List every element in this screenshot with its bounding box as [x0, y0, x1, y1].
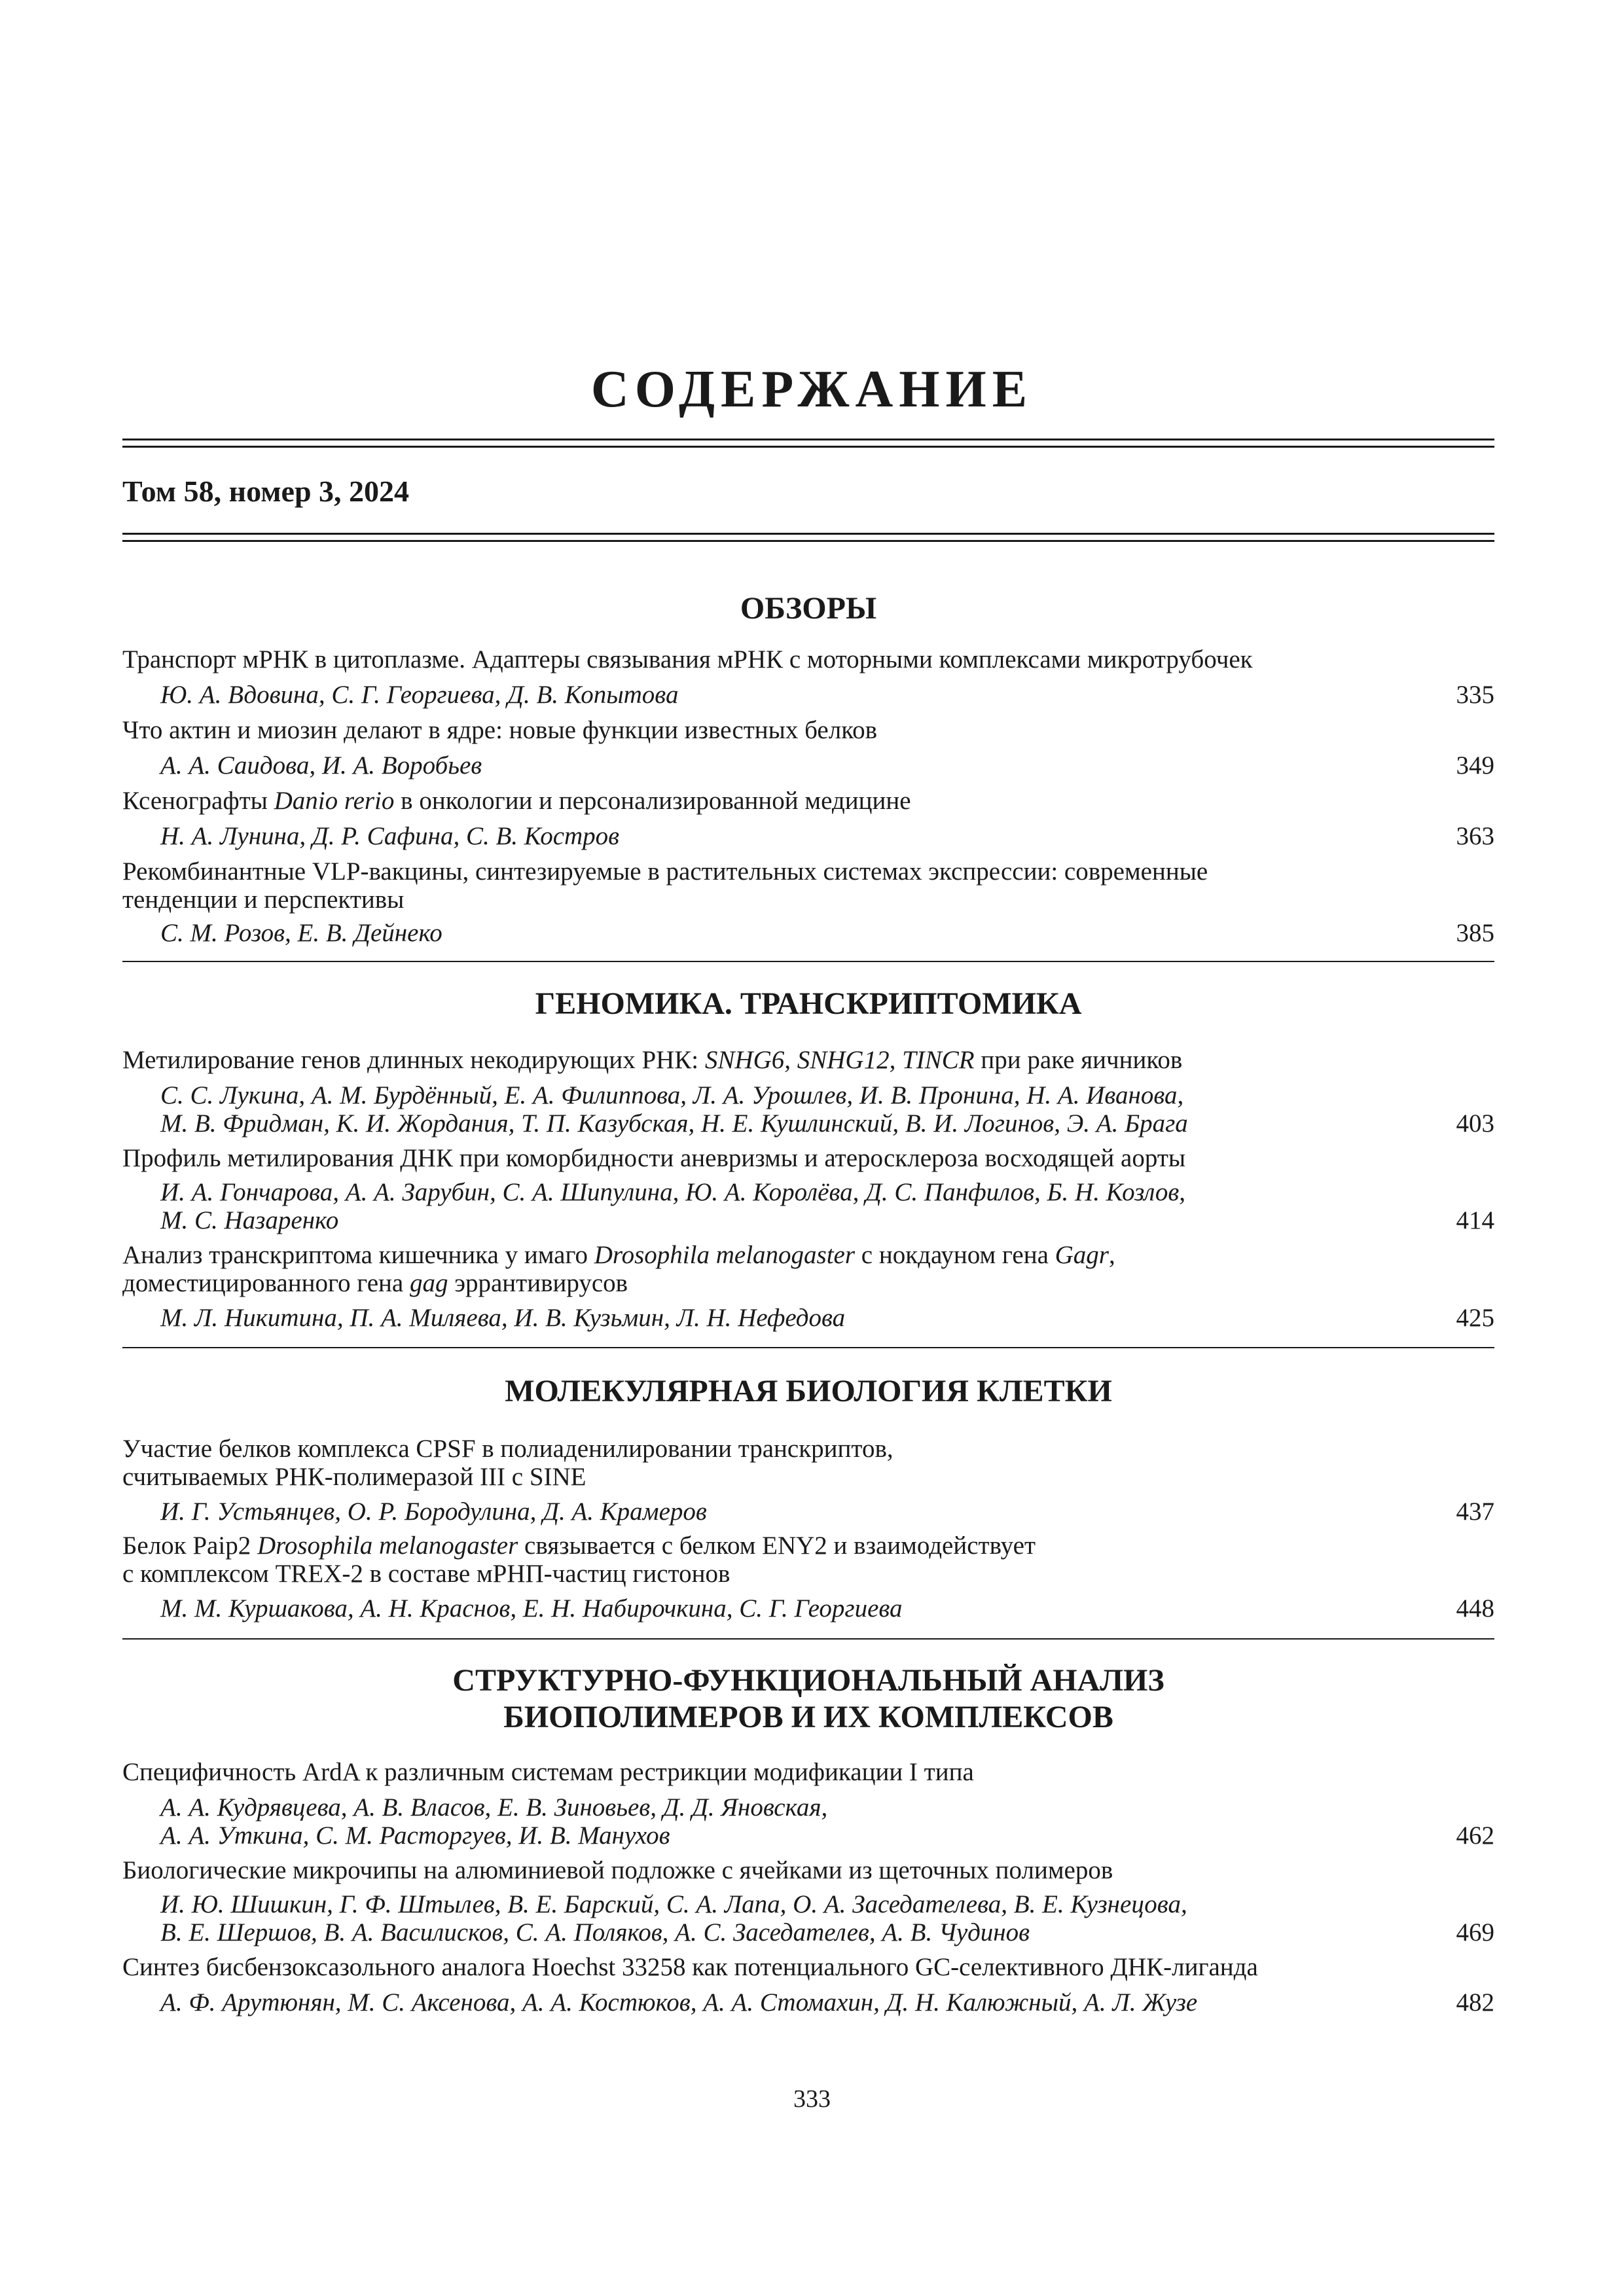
entry-authors: И. Ю. Шишкин, Г. Ф. Штылев, В. Е. Барский, С. А. Лапа, О. А. Заседателева, В. Е. Кузнецова, В. Е. Шершов, В. А. Василисков, С. А. Поляков, А. С. Заседателев, А. В. Чудинов: [160, 1890, 1187, 1946]
entry-title: Биологические микрочипы на алюминиевой подложке с ячейками из щеточных полимеров: [122, 1856, 1113, 1884]
entry-title: Ксенографты Danio rerio в онкологии и персонализированной медицине: [122, 787, 911, 815]
page-title: СОДЕРЖАНИЕ: [590, 361, 1034, 418]
gene-name: Gagr: [1055, 1241, 1109, 1269]
section-divider: [122, 961, 1494, 962]
page-number: 333: [793, 2085, 831, 2113]
entry-page-number: 414: [1456, 1206, 1494, 1234]
gene-name: gag: [409, 1269, 448, 1297]
entry-authors: Н. А. Лунина, Д. Р. Сафина, С. В. Костров: [160, 822, 620, 850]
entry-page-number: 335: [1456, 681, 1494, 709]
section-divider: [122, 1638, 1494, 1640]
entry-page-number: 403: [1456, 1109, 1494, 1138]
species-name: Drosophila melanogaster: [594, 1241, 856, 1269]
entry-title: Метилирование генов длинных некодирующих РНК: SNHG6, SNHG12, TINCR при раке яичников: [122, 1046, 1183, 1074]
section-divider: [122, 1347, 1494, 1348]
volume-rule-lower: [122, 540, 1494, 542]
section-heading-structural-analysis: СТРУКТУРНО-ФУНКЦИОНАЛЬНЫЙ АНАЛИЗ БИОПОЛИМЕРОВ И ИХ КОМПЛЕКСОВ: [452, 1663, 1164, 1734]
species-name: Danio rerio: [274, 787, 395, 815]
section-heading-genomics: ГЕНОМИКА. ТРАНСКРИПТОМИКА: [535, 986, 1082, 1021]
entry-page-number: 425: [1456, 1304, 1494, 1332]
entry-page-number: 469: [1456, 1918, 1494, 1946]
entry-title: Анализ транскриптома кишечника у имаго Drosophila melanogaster с нокдауном гена Gagr, доместицированного гена gag эррантивирусов: [122, 1241, 1115, 1297]
volume-rule-upper: [122, 533, 1494, 535]
entry-page-number: 349: [1456, 751, 1494, 780]
entry-title: Синтез бисбензоксазольного аналога Hoechst 33258 как потенциального GC-селективного ДНК-лиганда: [122, 1953, 1258, 1981]
entry-authors: Ю. А. Вдовина, С. Г. Георгиева, Д. В. Копытова: [160, 681, 679, 709]
entry-title: Профиль метилирования ДНК при коморбидности аневризмы и атеросклероза восходящей аорты: [122, 1144, 1186, 1172]
title-rule-upper: [122, 439, 1494, 440]
entry-page-number: 462: [1456, 1821, 1494, 1850]
entry-page-number: 482: [1456, 1988, 1494, 2017]
entry-authors: М. М. Куршакова, А. Н. Краснов, Е. Н. Набирочкина, С. Г. Георгиева: [160, 1594, 903, 1623]
entry-authors: А. А. Кудрявцева, А. В. Власов, Е. В. Зиновьев, Д. Д. Яновская, А. А. Уткина, С. М. Расторгуев, И. В. Манухов: [160, 1793, 828, 1850]
entry-title: Специфичность ArdA к различным системам рестрикции модификации I типа: [122, 1758, 974, 1786]
entry-authors: С. М. Розов, Е. В. Дейнеко: [160, 919, 442, 947]
entry-title: Что актин и миозин делают в ядре: новые функции известных белков: [122, 716, 878, 744]
species-name: Drosophila melanogaster: [257, 1532, 518, 1560]
gene-names: SNHG6, SNHG12, TINCR: [704, 1046, 975, 1074]
section-heading-cell-biology: МОЛЕКУЛЯРНАЯ БИОЛОГИЯ КЛЕТКИ: [505, 1374, 1112, 1408]
entry-page-number: 385: [1456, 919, 1494, 947]
entry-title: Транспорт мРНК в цитоплазме. Адаптеры связывания мРНК с моторными комплексами микротрубочек: [122, 645, 1253, 673]
entry-authors: А. Ф. Арутюнян, М. С. Аксенова, А. А. Костюков, А. А. Стомахин, Д. Н. Калюжный, А. Л. Жузе: [160, 1988, 1198, 2017]
entry-page-number: 437: [1456, 1498, 1494, 1526]
entry-page-number: 448: [1456, 1594, 1494, 1623]
entry-page-number: 363: [1456, 822, 1494, 850]
entry-authors: С. С. Лукина, А. М. Бурдённый, Е. А. Филиппова, Л. А. Урошлев, И. В. Пронина, Н. А. Иванова, М. В. Фридман, К. И. Жордания, Т. П. Казубская, Н. Е. Кушлинский, В. И. Логинов, Э. А. Брага: [160, 1081, 1188, 1138]
entry-title: Рекомбинантные VLP-вакцины, синтезируемые в растительных системах экспрессии: современные тенденции и перспективы: [122, 857, 1208, 914]
entry-authors: А. А. Саидова, И. А. Воробьев: [160, 751, 482, 780]
volume-issue: Том 58, номер 3, 2024: [122, 475, 410, 508]
entry-title: Белок Paip2 Drosophila melanogaster связывается с белком ENY2 и взаимодействует с комплексом TREX-2 в составе мРНП-частиц гистонов: [122, 1532, 1036, 1588]
entry-authors: И. Г. Устьянцев, О. Р. Бородулина, Д. А. Крамеров: [160, 1498, 707, 1526]
entry-authors: И. А. Гончарова, А. А. Зарубин, С. А. Шипулина, Ю. А. Королёва, Д. С. Панфилов, Б. Н. Козлов, М. С. Назаренко: [160, 1178, 1186, 1234]
title-rule-lower: [122, 446, 1494, 448]
entry-title: Участие белков комплекса CPSF в полиаденилировании транскриптов, считываемых РНК-полимеразой III с SINE: [122, 1435, 893, 1491]
entry-authors: М. Л. Никитина, П. А. Миляева, И. В. Кузьмин, Л. Н. Нефедова: [160, 1304, 846, 1332]
section-heading-reviews: ОБЗОРЫ: [740, 591, 877, 626]
